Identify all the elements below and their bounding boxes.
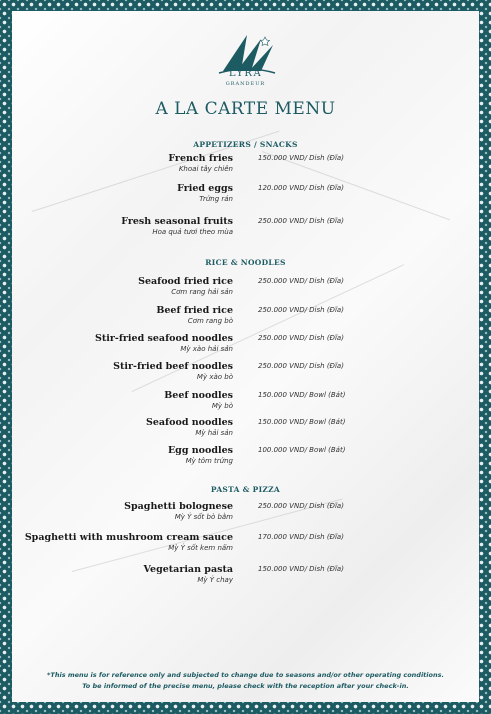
item-name: Fresh seasonal fruits: [121, 216, 233, 227]
item-price: 100.000 VND/ Bowl (Bát): [258, 446, 346, 454]
menu-page: [12, 11, 479, 702]
item-price: 250.000 VND/ Dish (Đĩa): [258, 217, 344, 225]
item-translation: Mỳ bò: [211, 402, 233, 410]
item-name: French fries: [168, 153, 233, 164]
item-translation: Trứng rán: [199, 195, 233, 203]
menu-item: [12, 153, 479, 179]
menu-item: [12, 532, 479, 558]
item-name: Stir-fried beef noodles: [113, 361, 233, 372]
item-name: Spaghetti with mushroom cream sauce: [24, 532, 233, 543]
item-name: Seafood noodles: [146, 417, 233, 428]
item-name: Egg noodles: [167, 445, 233, 456]
item-price: 150.000 VND/ Bowl (Bát): [258, 391, 346, 399]
item-name: Beef fried rice: [156, 305, 233, 316]
item-translation: Mỳ xào hải sản: [180, 345, 233, 353]
item-price: 150.000 VND/ Bowl (Bát): [258, 418, 346, 426]
item-translation: Mỳ hải sản: [195, 429, 233, 437]
item-name: Seafood fried rice: [138, 276, 233, 287]
menu-item: [12, 361, 479, 387]
item-price: 170.000 VND/ Dish (Đĩa): [258, 533, 344, 541]
section-heading-appetizers: APPETIZERS / SNACKS: [193, 140, 298, 149]
item-name: Fried eggs: [177, 183, 233, 194]
item-translation: Mỳ xào bò: [196, 373, 233, 381]
item-price: 150.000 VND/ Dish (Đĩa): [258, 565, 344, 573]
item-price: 250.000 VND/ Dish (Đĩa): [258, 362, 344, 370]
item-translation: Mỳ Ý sốt kem nấm: [168, 544, 233, 552]
menu-item: [12, 333, 479, 359]
menu-item: [12, 501, 479, 527]
item-price: 250.000 VND/ Dish (Đĩa): [258, 277, 344, 285]
menu-item: [12, 216, 479, 242]
item-translation: Khoai tây chiên: [178, 165, 233, 173]
item-price: 250.000 VND/ Dish (Đĩa): [258, 502, 344, 510]
brand-subtitle: GRANDEUR: [225, 81, 266, 87]
item-price: 250.000 VND/ Dish (Đĩa): [258, 306, 344, 314]
item-name: Stir-fried seafood noodles: [95, 333, 233, 344]
item-translation: Hoa quả tươi theo mùa: [152, 228, 233, 236]
item-name: Beef noodles: [164, 390, 233, 401]
item-price: 250.000 VND/ Dish (Đĩa): [258, 334, 344, 342]
footnote-line-2: To be informed of the precise menu, please check with the reception after your check-in.: [82, 682, 409, 690]
item-name: Spaghetti bolognese: [124, 501, 233, 512]
item-price: 120.000 VND/ Dish (Đĩa): [258, 184, 344, 192]
menu-item: [12, 183, 479, 209]
brand-name: LYRA: [228, 68, 263, 79]
item-name: Vegetarian pasta: [143, 564, 233, 575]
footnote-line-1: *This menu is for reference only and subjected to change due to seasons and/or other operating conditions.: [47, 671, 444, 679]
item-translation: Mỳ Ý sốt bò bằm: [174, 513, 233, 521]
item-translation: Mỳ tôm trứng: [185, 457, 233, 465]
menu-item: [12, 445, 479, 471]
section-heading-rice-noodles: RICE & NOODLES: [205, 258, 286, 267]
menu-item: [12, 390, 479, 416]
item-translation: Mỳ Ý chay: [197, 576, 233, 584]
menu-title: A LA CARTE MENU: [155, 99, 336, 119]
item-translation: Cơm rang bò: [187, 317, 233, 325]
menu-item: [12, 276, 479, 302]
item-translation: Cơm rang hải sản: [171, 288, 233, 296]
menu-item: [12, 417, 479, 443]
item-price: 150.000 VND/ Dish (Đĩa): [258, 154, 344, 162]
menu-item: [12, 564, 479, 590]
menu-item: [12, 305, 479, 331]
section-heading-pasta-pizza: PASTA & PIZZA: [210, 485, 281, 494]
